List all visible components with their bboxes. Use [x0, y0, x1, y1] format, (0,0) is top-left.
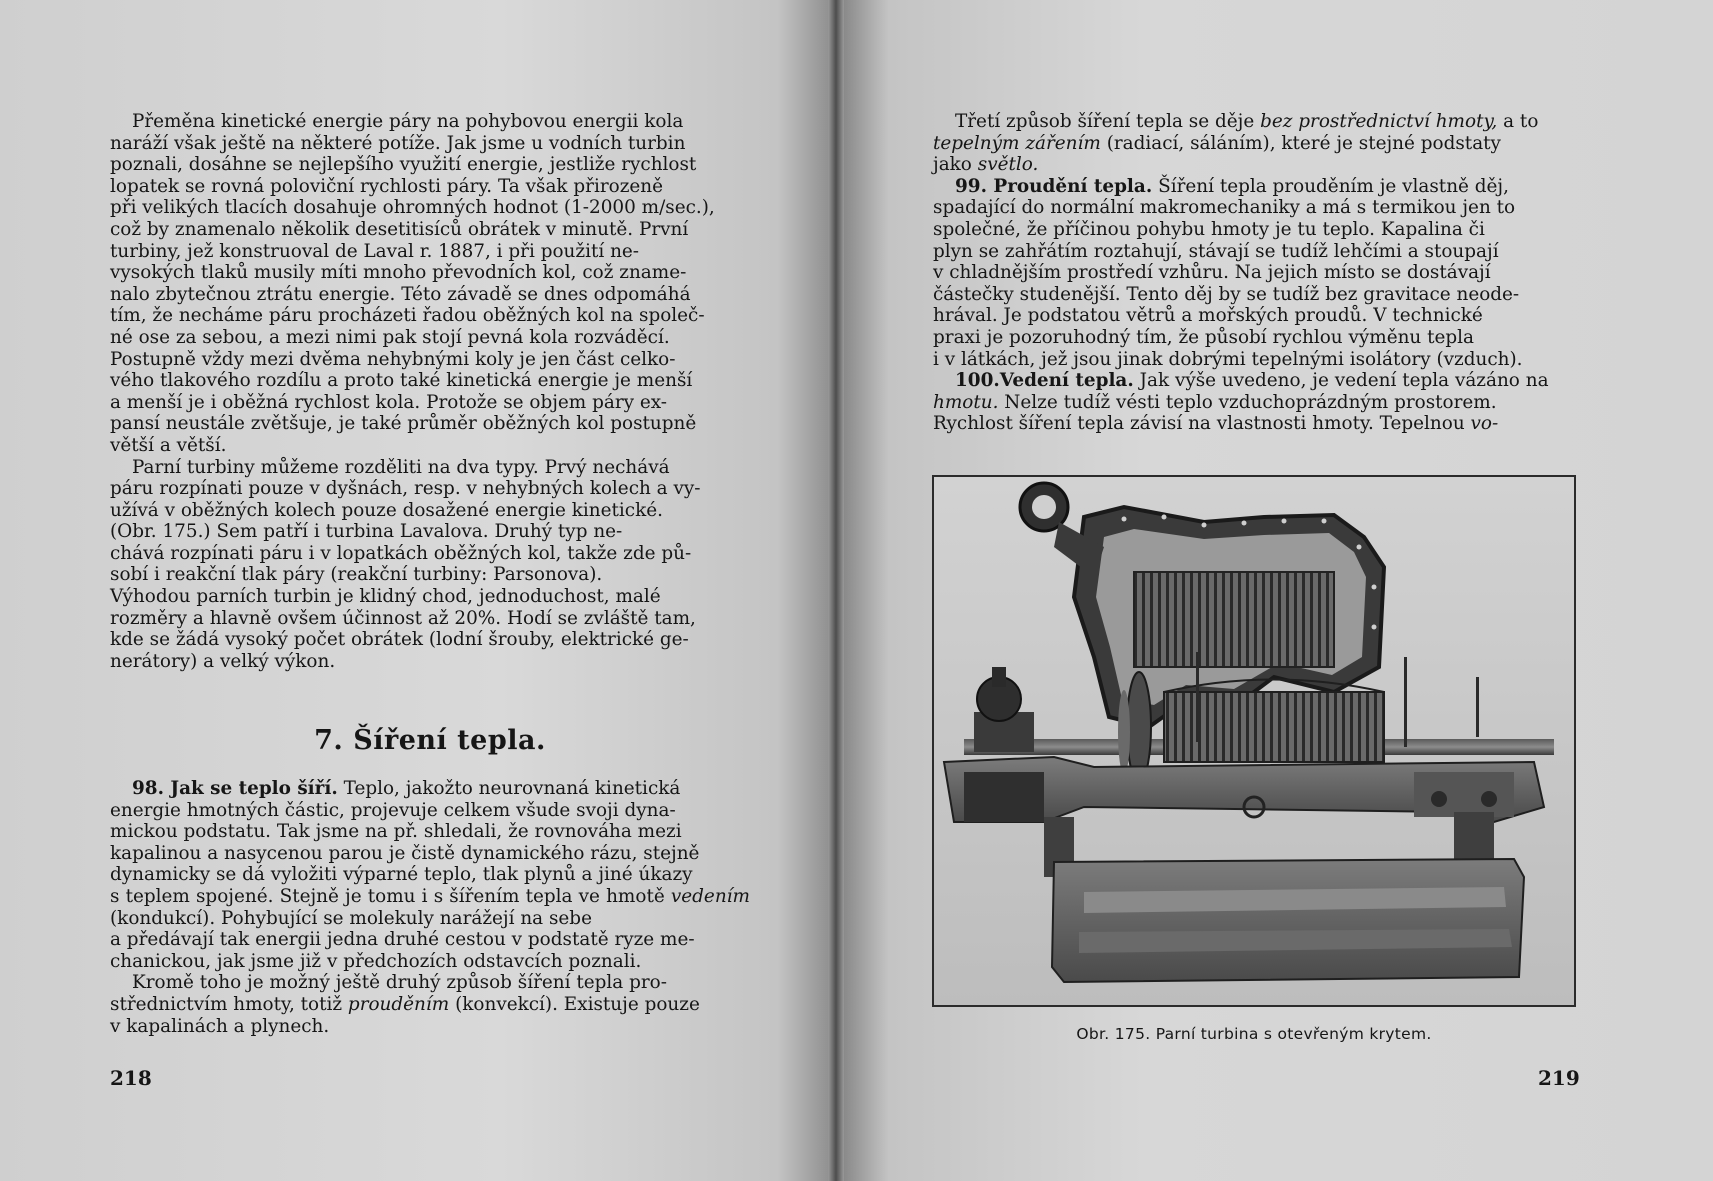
text-line: a předávají tak energii jedna druhé cestou v podstatě ryze me- [110, 929, 695, 951]
paragraph-radiation [933, 111, 1571, 176]
section-98-title: 98. Jak se teplo šíří. [132, 778, 338, 799]
text-line: nerátory) a velký výkon. [110, 650, 336, 672]
text-line: rozměry a hlavně ovšem účinnost až 20%. Hodí se zvláště tam, [110, 607, 696, 629]
text-line: pansí neustále zvětšuje, je také průměr oběžných kol postupně [110, 413, 697, 435]
section-99-lines [933, 197, 1523, 369]
kromě-last: v kapalinách a plynech. [110, 1015, 330, 1037]
text-line: páru rozpínati pouze v dyšnách, resp. v nehybných kolech a vy- [110, 478, 701, 500]
radiation-text-d: jako [933, 154, 972, 176]
text-line: v chladnějším prostředí vzhůru. Na jejich místo se dostávají [933, 262, 1491, 284]
text-line: kapalinou a nasycenou parou je čistě dynamického rázu, stejně [110, 842, 700, 864]
turbine-illustration [934, 477, 1574, 1005]
text-line: chává rozpínati páru i v lopatkách oběžných kol, takže zde pů- [110, 542, 692, 564]
turbine-photo [932, 475, 1576, 1007]
left-body-text-section7 [110, 778, 750, 1037]
radiation-text-a: Třetí způsob šíření tepla se děje [955, 111, 1255, 132]
kromě-line-1 [132, 972, 667, 993]
term-hmotu: hmotu. [933, 391, 999, 413]
text-line: společné, že příčinou pohybu hmoty je tu teplo. Kapalina či [933, 218, 1485, 240]
text-line: při velikých tlacích dosahuje ohromných hodnot (1-2000 m/sec.), [110, 197, 715, 219]
paragraph-turbine-energy [110, 111, 750, 457]
text-line: poznali, dosáhne se nejlepšího využití energie, jestliže rychlost [110, 154, 697, 176]
text-line: tím, že necháme páru procházeti řadou oběžných kol na společ- [110, 305, 705, 327]
section-98-lines-b [110, 929, 695, 972]
section-100-after-term: Nelze tudíž vésti teplo vzduchoprázdným prostorem. [1004, 391, 1497, 413]
section-98-after-term: (kondukcí). Pohybující se molekuly narážejí na sebe [110, 907, 592, 929]
figure-caption: Obr. 175. Parní turbina s otevřeným krytem. [1076, 1025, 1432, 1043]
right-body-text [933, 111, 1571, 435]
text-line: plyn se zahřátím roztahují, stávají se tudíž lehčími a stoupají [933, 240, 1499, 262]
text-line: což by znamenalo několik desetitisíců obrátek v minutě. První [110, 218, 689, 240]
term-vedenim: vedením [670, 885, 750, 907]
paragraph-turbine-types [110, 457, 750, 608]
section-100-title: 100.Vedení tepla. [955, 370, 1134, 392]
text-line: Parní turbiny můžeme rozděliti na dva typy. Prvý nechává [132, 456, 670, 478]
text-line: vého tlakového rozdílu a proto také kinetická energie je menší [110, 370, 693, 392]
left-body-text [110, 111, 750, 672]
text-line: (Obr. 175.) Sem patří i turbina Lavalova. Druhý typ ne- [110, 521, 623, 543]
text-line: Přeměna kinetické energie páry na pohybovou energii kola [132, 111, 684, 132]
text-line: naráží však ještě na některé potíže. Jak jsme u vodních turbin [110, 132, 686, 154]
text-line: chanickou, jak jsme již v předchozích odstavcích poznali. [110, 950, 642, 972]
section-heading: 7. Šíření tepla. [314, 725, 546, 756]
text-line: spadající do normální makromechaniky a má s termikou jen to [933, 197, 1516, 219]
paragraph-advantages-tail [110, 608, 750, 673]
text-line: hrával. Je podstatou větrů a mořských proudů. V technické [933, 305, 1483, 327]
section-99-first: Šíření tepla prouděním je vlastně děj, [1158, 175, 1509, 197]
text-line: praxi je pozoruhodný tím, že působí rychlou výměnu tepla [933, 326, 1475, 348]
paragraph-100 [933, 370, 1571, 435]
text-line: lopatek se rovná poloviční rychlosti páry. Ta však přirozeně [110, 175, 664, 197]
section-100-last: Rychlost šíření tepla závisí na vlastnosti hmoty. Tepelnou [933, 413, 1465, 435]
text-line: vysokých tlaků musily míti mnoho převodních kol, což zname- [110, 262, 687, 284]
text-line: Výhodou parních turbin je klidný chod, jednoduchost, malé [110, 586, 661, 608]
kromě-post: (konvekcí). Existuje pouze [455, 993, 700, 1015]
paragraph-kromě [110, 972, 750, 1037]
page-number-left: 218 [110, 1066, 152, 1090]
section-100-hyphen: vo- [1470, 413, 1499, 435]
section-99-title: 99. Proudění tepla. [955, 175, 1153, 197]
radiation-text-b: a to [1503, 111, 1539, 132]
text-line: nalo zbytečnou ztrátu energie. Této závadě se dnes odpomáhá [110, 283, 691, 305]
term-svetlo: světlo. [977, 154, 1039, 176]
text-line: s teplem spojené. Stejně je tomu i s šířením tepla ve hmotě [110, 885, 665, 907]
term-tepelnym-zarenim: tepelným zářením [933, 132, 1101, 154]
paragraph-98 [110, 778, 750, 972]
book-gutter [828, 0, 844, 1181]
text-line: užívá v oběžných kolech pouze dosažené energie kinetické. [110, 499, 663, 521]
section-98-lines [110, 800, 699, 907]
paragraph-99 [933, 176, 1571, 370]
kromě-pre: střednictvím hmoty, totiž [110, 993, 343, 1015]
text-line: i v látkách, jež jsou jinak dobrými tepelnými isolátory (vzduch). [933, 348, 1523, 370]
page-number-right: 219 [1538, 1066, 1580, 1090]
term-bez-prostrednictvi: bez prostřednictví hmoty, [1260, 111, 1498, 132]
text-line: a menší je i oběžná rychlost kola. Protože se objem páry ex- [110, 391, 667, 413]
term-proudenim: prouděním [347, 993, 450, 1015]
text-line: Postupně vždy mezi dvěma nehybnými koly je jen část celko- [110, 348, 676, 370]
text-line: mickou podstatu. Tak jsme na př. shledali, že rovnováha mezi [110, 821, 682, 843]
radiation-text-c: (radiací, sáláním), které je stejné podstaty [1106, 132, 1501, 154]
text-line: částečky studenější. Tento děj by se tudíž bez gravitace neode- [933, 283, 1520, 305]
section-100-first: Jak výše uvedeno, je vedení tepla vázáno na [1139, 370, 1549, 392]
text-line: dynamicky se dá vyložiti výparné teplo, tlak plynů a jiné úkazy [110, 864, 693, 886]
text-line: Kromě toho je možný ještě druhý způsob šíření tepla pro- [132, 972, 667, 994]
section-98-first: Teplo, jakožto neurovnaná kinetická [343, 778, 681, 799]
text-line: větší a větší. [110, 434, 227, 456]
text-line: kde se žádá vysoký počet obrátek (lodní šrouby, elektrické ge- [110, 629, 689, 651]
text-line: né ose za sebou, a mezi nimi pak stojí pevná kola rozváděcí. [110, 326, 670, 348]
text-line: sobí i reakční tlak páry (reakční turbiny: Parsonova). [110, 564, 603, 586]
text-line: turbiny, jež konstruoval de Laval r. 1887, i při použití ne- [110, 240, 640, 262]
text-line: energie hmotných částic, projevuje celkem všude svoji dyna- [110, 799, 676, 821]
